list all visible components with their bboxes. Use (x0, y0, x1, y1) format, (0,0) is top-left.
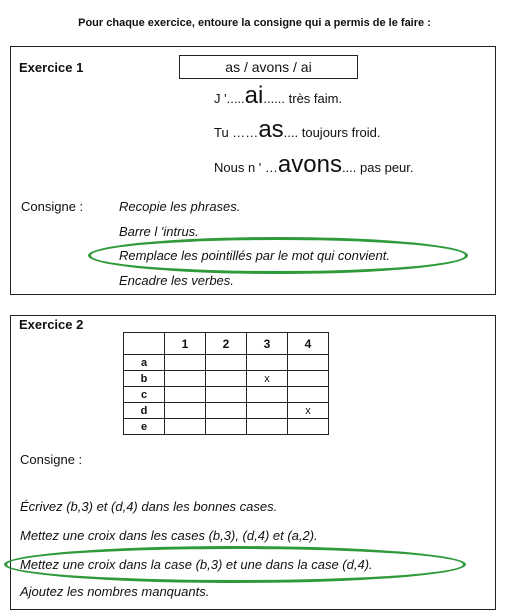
grid-cell (247, 355, 288, 371)
sentence-1-word: ai (244, 82, 264, 109)
grid-row (124, 371, 329, 387)
grid-cell (165, 403, 206, 419)
grid-cell (288, 419, 329, 435)
grid-row (124, 355, 329, 371)
grid-cell (288, 387, 329, 403)
exercise-1-label: Exercice 1 (19, 60, 84, 75)
sentence-3-after: .... pas peur. (341, 160, 414, 175)
grid-row (124, 419, 329, 435)
ex1-option-4: Encadre les verbes. (119, 273, 234, 288)
consigne-label-2: Consigne : (20, 452, 83, 467)
grid-cell (206, 387, 247, 403)
grid-row (124, 403, 329, 419)
grid-cell (165, 419, 206, 435)
coordinate-grid (123, 332, 329, 435)
answer-circle-1 (88, 237, 468, 274)
grid-col-header: 4 (288, 333, 329, 355)
grid-row-label: a (124, 355, 165, 371)
grid-cell: x (247, 371, 288, 387)
grid-corner (124, 333, 165, 355)
grid-cell (206, 403, 247, 419)
grid-cell (165, 355, 206, 371)
grid-cell (288, 371, 329, 387)
ex1-option-2: Barre l 'intrus. (119, 224, 199, 239)
grid-col-header: 3 (247, 333, 288, 355)
answer-circle-2 (4, 546, 466, 583)
exercise-2-label: Exercice 2 (19, 317, 84, 332)
grid-cell: x (288, 403, 329, 419)
grid-cell (206, 419, 247, 435)
grid-col-header: 2 (206, 333, 247, 355)
grid-cell (165, 387, 206, 403)
sentence-1-after: ...... très faim. (263, 91, 343, 106)
grid-row-label: d (124, 403, 165, 419)
grid-row-label: c (124, 387, 165, 403)
ex2-option-1: Écrivez (b,3) et (d,4) dans les bonnes cases. (20, 499, 278, 514)
ex2-option-3: Mettez une croix dans la case (b,3) et une dans la case (d,4). (20, 557, 373, 572)
grid-row (124, 387, 329, 403)
sentence-1 (214, 82, 342, 110)
ex1-option-1: Recopie les phrases. (119, 199, 241, 214)
sentence-3-before: Nous n ' … (214, 160, 278, 175)
sentence-2 (214, 116, 381, 144)
grid-cell (165, 371, 206, 387)
grid-cell (247, 387, 288, 403)
grid-cell (206, 355, 247, 371)
sentence-2-after: .... toujours froid. (283, 125, 381, 140)
grid-cell (206, 371, 247, 387)
grid-header-row (124, 333, 329, 355)
sentence-3 (214, 151, 414, 179)
sentence-2-before: Tu …… (214, 125, 259, 140)
ex2-option-2: Mettez une croix dans les cases (b,3), (d,4) et (a,2). (20, 528, 318, 543)
grid-row-label: b (124, 371, 165, 387)
sentence-3-word: avons (277, 151, 342, 178)
sentence-1-before: J '..... (214, 91, 245, 106)
word-choices-box: as / avons / ai (179, 55, 358, 79)
sentence-2-word: as (258, 116, 284, 143)
grid-cell (288, 355, 329, 371)
grid-col-header: 1 (165, 333, 206, 355)
grid-row-label: e (124, 419, 165, 435)
consigne-label-1: Consigne : (21, 199, 84, 214)
grid-cell (247, 403, 288, 419)
grid-cell (247, 419, 288, 435)
ex2-option-4: Ajoutez les nombres manquants. (20, 584, 210, 599)
page-title: Pour chaque exercice, entoure la consigne qui a permis de le faire : (78, 17, 431, 29)
ex1-option-3: Remplace les pointillés par le mot qui convient. (119, 248, 390, 263)
